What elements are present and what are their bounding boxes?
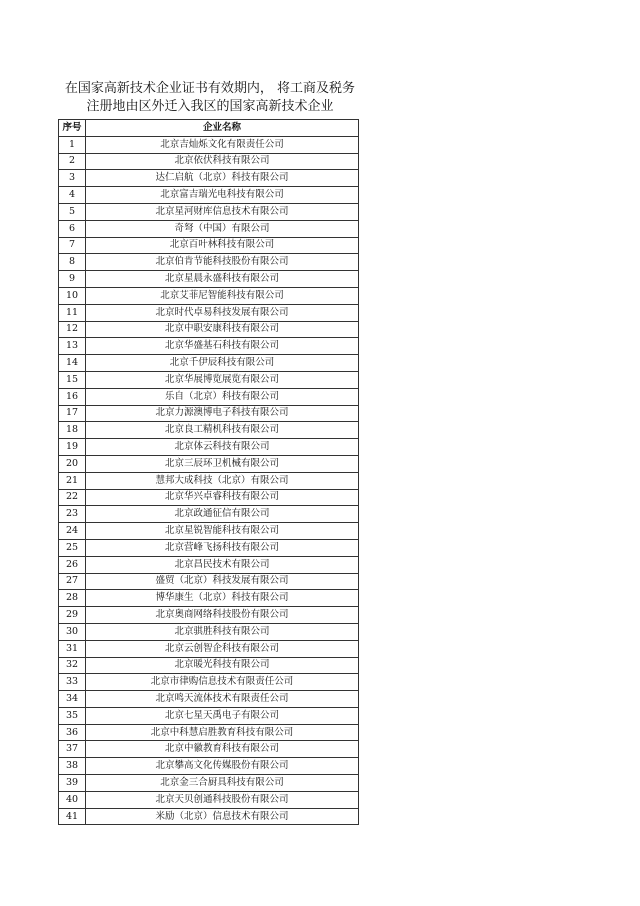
row-enterprise-name: 北京奥商网络科技股份有限公司 <box>86 607 359 624</box>
table-row <box>59 304 359 321</box>
row-serial-number: 14 <box>59 355 86 372</box>
row-serial-number: 3 <box>59 170 86 187</box>
table-row <box>59 573 359 590</box>
table-row <box>59 741 359 758</box>
row-enterprise-name: 北京星锐智能科技有限公司 <box>86 523 359 540</box>
row-serial-number: 26 <box>59 556 86 573</box>
row-enterprise-name: 北京时代卓易科技发展有限公司 <box>86 304 359 321</box>
row-enterprise-name: 北京天贝创通科技股份有限公司 <box>86 791 359 808</box>
row-enterprise-name: 北京昌民技术有限公司 <box>86 556 359 573</box>
table-row <box>59 640 359 657</box>
header-enterprise-name: 企业名称 <box>86 120 359 137</box>
row-serial-number: 31 <box>59 640 86 657</box>
table-row <box>59 758 359 775</box>
row-serial-number: 34 <box>59 691 86 708</box>
table-row <box>59 371 359 388</box>
row-serial-number: 39 <box>59 775 86 792</box>
row-enterprise-name: 北京星河财库信息技术有限公司 <box>86 203 359 220</box>
row-serial-number: 20 <box>59 455 86 472</box>
title-line-1: 在国家高新技术企业证书有效期内， 将工商及税务 <box>64 81 356 96</box>
row-serial-number: 1 <box>59 136 86 153</box>
table-body <box>59 136 359 825</box>
row-serial-number: 22 <box>59 489 86 506</box>
table-row <box>59 254 359 271</box>
row-enterprise-name: 北京中职安康科技有限公司 <box>86 321 359 338</box>
row-enterprise-name: 北京伯肯节能科技股份有限公司 <box>86 254 359 271</box>
enterprise-table <box>58 119 359 825</box>
table-row <box>59 237 359 254</box>
row-serial-number: 23 <box>59 506 86 523</box>
table-row <box>59 506 359 523</box>
row-enterprise-name: 北京云创智企科技有限公司 <box>86 640 359 657</box>
row-enterprise-name: 北京华兴卓睿科技有限公司 <box>86 489 359 506</box>
row-serial-number: 25 <box>59 539 86 556</box>
row-serial-number: 32 <box>59 657 86 674</box>
table-row <box>59 707 359 724</box>
row-enterprise-name: 博华康生（北京）科技有限公司 <box>86 590 359 607</box>
table-row <box>59 203 359 220</box>
table-row <box>59 136 359 153</box>
table-row <box>59 355 359 372</box>
row-serial-number: 19 <box>59 439 86 456</box>
table-row <box>59 422 359 439</box>
table-row <box>59 153 359 170</box>
row-enterprise-name: 北京星晨永盛科技有限公司 <box>86 271 359 288</box>
table-row <box>59 321 359 338</box>
table-header-row <box>59 120 359 137</box>
table-row <box>59 338 359 355</box>
table-row <box>59 472 359 489</box>
table-row <box>59 623 359 640</box>
title-line-2: 注册地由区外迁入我区的国家高新技术企业 <box>86 99 334 114</box>
table-row <box>59 271 359 288</box>
row-serial-number: 28 <box>59 590 86 607</box>
row-enterprise-name: 盛贸（北京）科技发展有限公司 <box>86 573 359 590</box>
row-enterprise-name: 北京金三合厨具科技有限公司 <box>86 775 359 792</box>
row-serial-number: 7 <box>59 237 86 254</box>
row-serial-number: 17 <box>59 405 86 422</box>
table-row <box>59 691 359 708</box>
table-row <box>59 724 359 741</box>
row-enterprise-name: 北京艾菲尼智能科技有限公司 <box>86 287 359 304</box>
table-row <box>59 220 359 237</box>
table-row <box>59 791 359 808</box>
row-enterprise-name: 乐自（北京）科技有限公司 <box>86 388 359 405</box>
table-row <box>59 187 359 204</box>
row-serial-number: 40 <box>59 791 86 808</box>
row-serial-number: 9 <box>59 271 86 288</box>
row-enterprise-name: 米励（北京）信息技术有限公司 <box>86 808 359 825</box>
row-enterprise-name: 北京华展博览展览有限公司 <box>86 371 359 388</box>
table-row <box>59 287 359 304</box>
row-serial-number: 5 <box>59 203 86 220</box>
table-row <box>59 607 359 624</box>
table-row <box>59 455 359 472</box>
row-serial-number: 11 <box>59 304 86 321</box>
table-row <box>59 405 359 422</box>
row-serial-number: 21 <box>59 472 86 489</box>
row-serial-number: 33 <box>59 674 86 691</box>
row-serial-number: 36 <box>59 724 86 741</box>
row-enterprise-name: 北京鸣天流体技术有限责任公司 <box>86 691 359 708</box>
row-enterprise-name: 奇弩（中国）有限公司 <box>86 220 359 237</box>
table-row <box>59 556 359 573</box>
row-serial-number: 2 <box>59 153 86 170</box>
document-title <box>40 80 380 116</box>
table-row <box>59 489 359 506</box>
row-enterprise-name: 北京千伊辰科技有限公司 <box>86 355 359 372</box>
row-enterprise-name: 北京良工精机科技有限公司 <box>86 422 359 439</box>
row-serial-number: 15 <box>59 371 86 388</box>
row-enterprise-name: 北京中科慧启胜教育科技有限公司 <box>86 724 359 741</box>
row-enterprise-name: 达仁启航（北京）科技有限公司 <box>86 170 359 187</box>
row-enterprise-name: 北京华盛基石科技有限公司 <box>86 338 359 355</box>
row-serial-number: 30 <box>59 623 86 640</box>
table-row <box>59 170 359 187</box>
row-serial-number: 41 <box>59 808 86 825</box>
row-serial-number: 8 <box>59 254 86 271</box>
row-enterprise-name: 北京七星天禹电子有限公司 <box>86 707 359 724</box>
row-enterprise-name: 慧邦大成科技（北京）有限公司 <box>86 472 359 489</box>
row-enterprise-name: 北京营峰飞扬科技有限公司 <box>86 539 359 556</box>
row-enterprise-name: 北京力源澳博电子科技有限公司 <box>86 405 359 422</box>
row-enterprise-name: 北京体云科技有限公司 <box>86 439 359 456</box>
table-row <box>59 590 359 607</box>
row-serial-number: 35 <box>59 707 86 724</box>
row-serial-number: 38 <box>59 758 86 775</box>
row-enterprise-name: 北京吉灿烁文化有限责任公司 <box>86 136 359 153</box>
table-row <box>59 523 359 540</box>
row-serial-number: 12 <box>59 321 86 338</box>
table-row <box>59 439 359 456</box>
row-serial-number: 6 <box>59 220 86 237</box>
row-enterprise-name: 北京市律购信息技术有限责任公司 <box>86 674 359 691</box>
row-serial-number: 13 <box>59 338 86 355</box>
table-row <box>59 775 359 792</box>
table-row <box>59 657 359 674</box>
table-row <box>59 539 359 556</box>
row-serial-number: 16 <box>59 388 86 405</box>
row-serial-number: 24 <box>59 523 86 540</box>
row-serial-number: 37 <box>59 741 86 758</box>
row-enterprise-name: 北京依伏科技有限公司 <box>86 153 359 170</box>
row-serial-number: 4 <box>59 187 86 204</box>
table-row <box>59 388 359 405</box>
row-enterprise-name: 北京富吉瑞光电科技有限公司 <box>86 187 359 204</box>
table-row <box>59 808 359 825</box>
row-enterprise-name: 北京中徽教育科技有限公司 <box>86 741 359 758</box>
row-serial-number: 10 <box>59 287 86 304</box>
table-row <box>59 674 359 691</box>
row-enterprise-name: 北京暖光科技有限公司 <box>86 657 359 674</box>
row-enterprise-name: 北京三辰环卫机械有限公司 <box>86 455 359 472</box>
row-serial-number: 18 <box>59 422 86 439</box>
row-enterprise-name: 北京骐胜科技有限公司 <box>86 623 359 640</box>
row-serial-number: 29 <box>59 607 86 624</box>
row-enterprise-name: 北京百叶林科技有限公司 <box>86 237 359 254</box>
header-serial-number: 序号 <box>59 120 86 137</box>
row-enterprise-name: 北京政通征信有限公司 <box>86 506 359 523</box>
row-enterprise-name: 北京攀高文化传媒股份有限公司 <box>86 758 359 775</box>
row-serial-number: 27 <box>59 573 86 590</box>
